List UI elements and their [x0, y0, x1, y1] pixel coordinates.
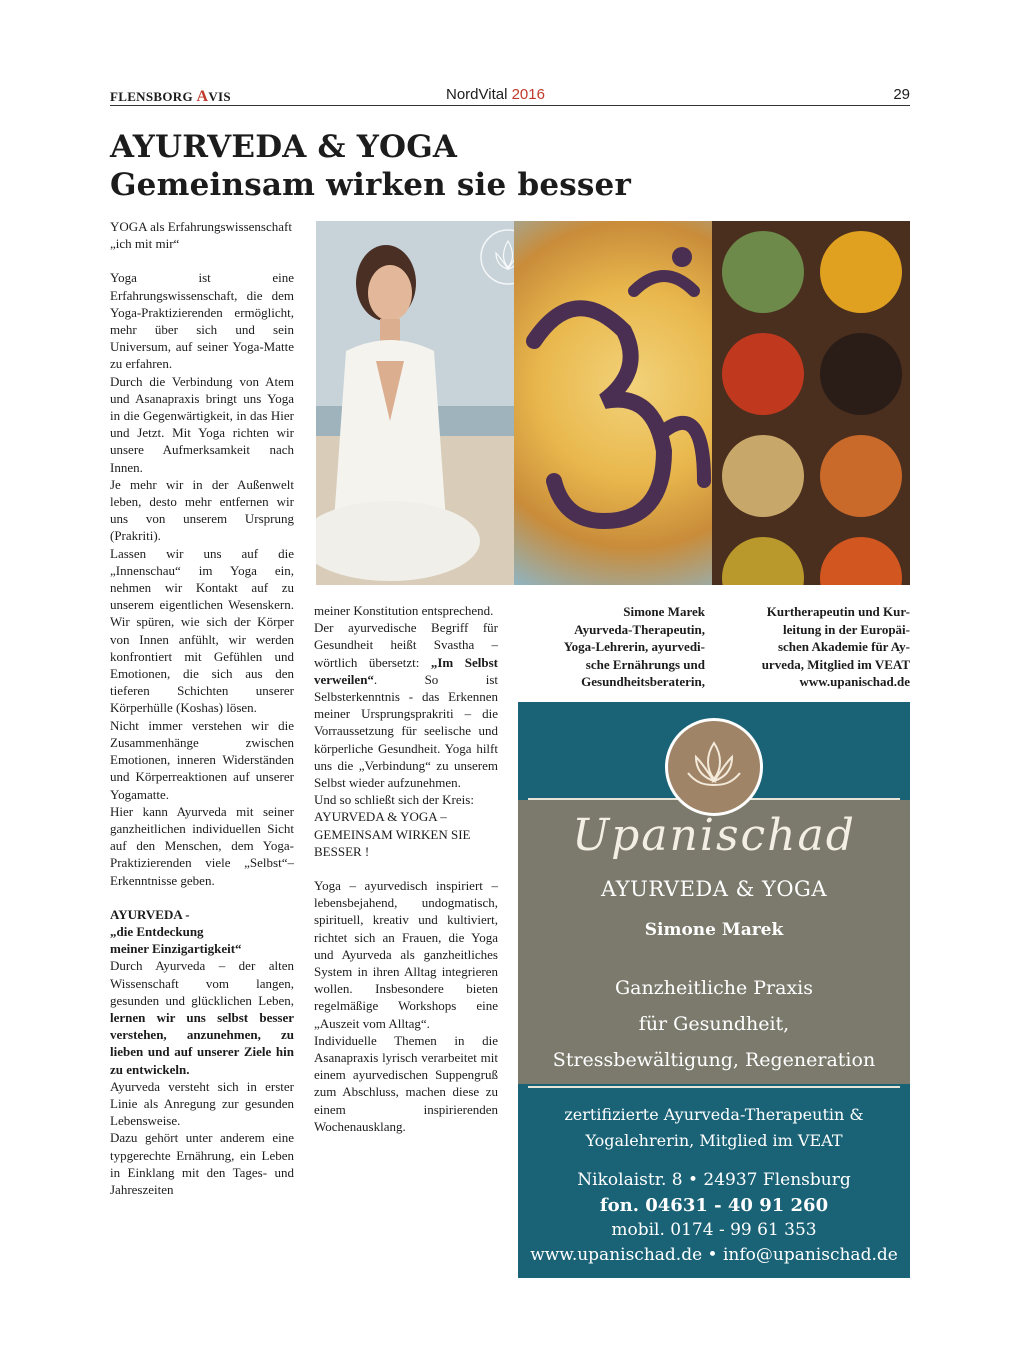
- om-symbol: [514, 221, 712, 585]
- ad-certification: zertifizierte Ayurveda-Therapeutin & Yogalehrerin, Mitglied im VEAT: [564, 1105, 864, 1150]
- spice-bowl: [820, 231, 902, 313]
- yoga-woman-photo: [316, 221, 514, 585]
- spices-photo: [712, 221, 910, 585]
- ad-practice-text: Ganzheitliche Praxis für Gesundheit, Stressbewältigung, Regeneration: [552, 977, 876, 1071]
- photo-caption-right: Kurtherapeutin und Kur- leitung in der Europäi- schen Akademie für Ay- urveda, Mitglied im VEAT www.upanischad.de: [761, 604, 910, 689]
- title-line-1: AYURVEDA & YOGA: [110, 129, 458, 165]
- ad-web: www.upanischad.de • info@upanischad.de: [530, 1245, 898, 1265]
- spice-bowl: [722, 435, 804, 517]
- paragraph: Ayurveda versteht sich in erster Linie als Anregung zur gesunden Lebensweise.: [110, 1078, 294, 1129]
- paragraph: Nicht immer verstehen wir die Zusammenhänge zwischen Emotionen, inneren Widerständen und Körperreaktionen auf unserer Yogamatte.: [110, 717, 294, 802]
- spice-bowl: [820, 333, 902, 415]
- lotus-logo: [665, 718, 763, 816]
- ad-contact: [518, 1168, 910, 1268]
- photo-caption-left: Simone Marek Ayurveda-Therapeutin, Yoga-Lehrerin, ayurvedi- sche Ernährungs und Gesundheitsberaterin,: [563, 604, 705, 689]
- ad-mobile: mobil. 0174 - 99 61 353: [611, 1220, 817, 1240]
- spice-bowl: [722, 231, 804, 313]
- ad-phone: fon. 04631 - 40 91 260: [599, 1195, 829, 1216]
- upanischad-advertisement: [518, 702, 910, 1278]
- ad-person-name: Simone Marek: [644, 920, 784, 940]
- text-column-1: [110, 218, 294, 1198]
- spice-bowl: [722, 537, 804, 585]
- header-rule: [110, 105, 910, 106]
- lotus-icon: [668, 721, 760, 813]
- paragraph: Individuelle Themen in die Asanapraxis lyrisch verarbeitet mit einem ayurvedischen Suppengruß zum Abschluss, machen diese zu einem inspirierenden Wochenausklang.: [314, 1032, 498, 1134]
- paragraph: Und so schließt sich der Kreis: AYURVEDA & YOGA – GEMEINSAM WIRKEN SIE BESSER !: [314, 792, 474, 859]
- title-line-2: Gemeinsam wirken sie besser: [110, 167, 632, 203]
- spice-bowl: [722, 333, 804, 415]
- page-number: 29: [893, 86, 910, 103]
- magazine-name: NordVital 2016: [446, 86, 545, 103]
- publication-brand: FLENSBORG AVIS: [110, 88, 231, 105]
- article-title: [110, 128, 910, 204]
- paragraph: Yoga – ayurvedisch inspiriert – lebensbejahend, undogmatisch, spirituell, kreativ und kultiviert, richtet sich an Frauen, die Yoga und Ayurveda als ganzheitliches System in ihren Alltag integrieren wollen. Insbesondere bieten regelmäßige Workshops eine „Auszeit vom Alltag“.: [314, 878, 498, 1031]
- paragraph: meiner Konstitution entsprechend.: [314, 603, 494, 618]
- upanischad-logotype: Upanischad: [572, 810, 856, 861]
- lotus-icon: [478, 227, 514, 287]
- ad-tagline: AYURVEDA & YOGA: [600, 877, 827, 901]
- spice-bowl: [820, 537, 902, 585]
- paragraph: Je mehr wir in der Außenwelt leben, desto mehr entfernen wir uns von unserem Ursprung (Prakriti).: [110, 476, 294, 544]
- paragraph: Der ayurvedische Begriff für Gesundheit heißt Svastha – wörtlich übersetzt: „Im Selbst verweilen“. So ist Selbsterkenntnis - das Erkennen meiner Ursprungsprakriti – die Vorraussetzung für seelische und körperliche Gesundheit. Yoga hilft uns die „Verbindung“ zu unserem Selbst wieder aufzunehmen.: [314, 620, 498, 791]
- paragraph: Hier kann Ayurveda mit seiner ganzheitlichen individuellen Sicht auf den Menschen, dem Yoga-Praktizierenden viele „Selbst“–Erkenntnisse geben.: [110, 803, 294, 888]
- om-symbol-photo: [514, 221, 712, 585]
- subhead-ayurveda: AYURVEDA - „die Entdeckung meiner Einzigartigkeit“: [110, 906, 242, 957]
- paragraph: Lassen wir uns auf die „Innenschau“ im Yoga ein, nehmen wir Kontakt auf zu unserem eigentlichen Wesenskern. Wir spüren, wie sich der Körper von Innen anfühlt, wir werden konfrontiert mit Gefühlen und Emotionen, die sich aus den tieferen Schichten unserer Körperhülle (Koshas) lösen.: [110, 545, 294, 716]
- paragraph: Yoga ist eine Erfahrungswissenschaft, die dem Yoga-Praktizierenden ermöglicht, mehr über sich und sein Universum, auf seiner Yoga-Matte zu erfahren.: [110, 270, 294, 372]
- spice-bowl: [820, 435, 902, 517]
- paragraph: Durch Ayurveda – der alten Wissenschaft vom langen, gesunden und glücklichen Leben, lernen wir uns selbst besser verstehen, anzunehmen, zu lieben und auf unserer Ziele hin zu entwickeln.: [110, 958, 294, 1077]
- ad-address: Nikolaistr. 8 • 24937 Flensburg: [577, 1170, 851, 1190]
- paragraph: Dazu gehört unter anderem eine typgerechte Ernährung, ein Leben in Einklang mit den Tages- und Jahreszeiten: [110, 1130, 294, 1197]
- paragraph: Durch die Verbindung von Atem und Asanapraxis bringt uns Yoga in die Gegenwärtigkeit, in das Hier und Jetzt. Mit Yoga richten wir unsere Aufmerksamkeit nach Innen.: [110, 373, 294, 475]
- ad-divider: [528, 1086, 900, 1088]
- text-column-2: [314, 602, 498, 1135]
- subhead-yoga: YOGA als Erfahrungswissenschaft „ich mit mir“: [110, 219, 292, 252]
